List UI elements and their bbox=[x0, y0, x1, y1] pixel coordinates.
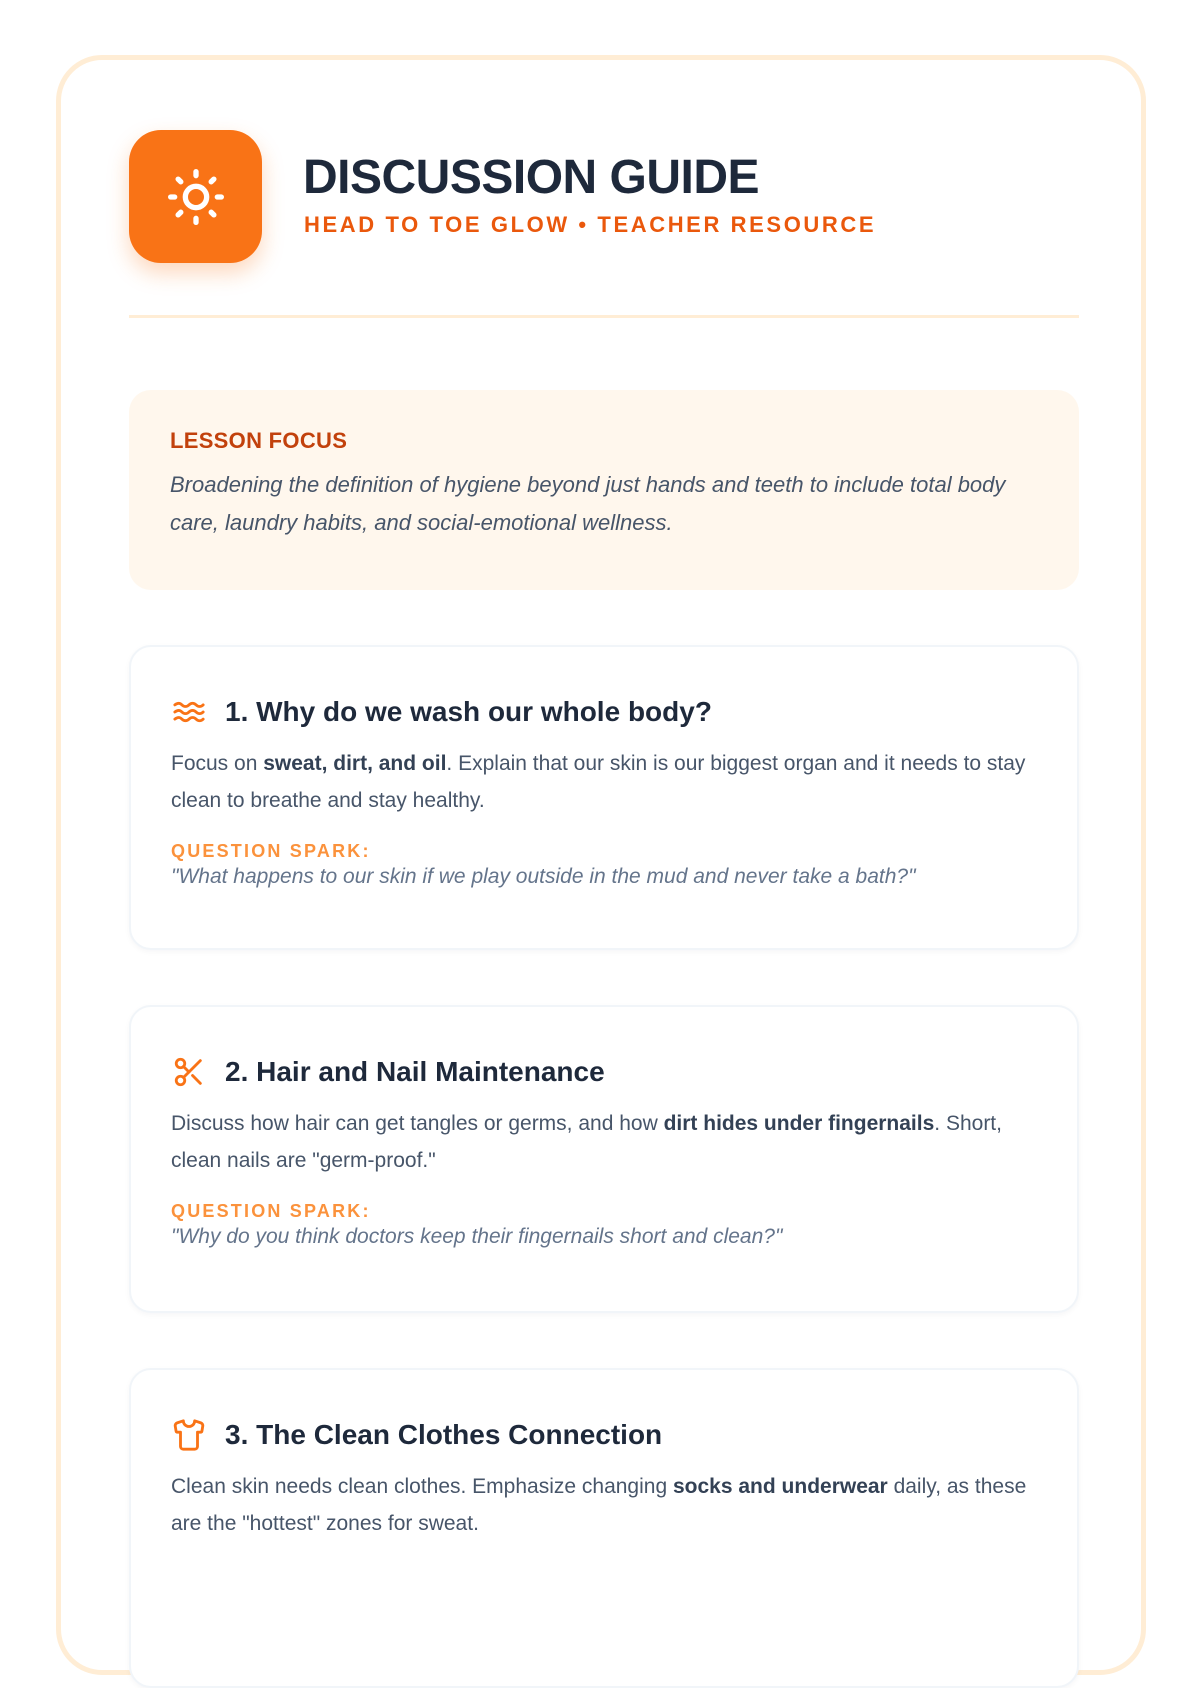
question-spark-text: "What happens to our skin if we play outside in the mud and never take a bath?" bbox=[171, 865, 916, 888]
card-title: 1. Why do we wash our whole body? bbox=[225, 696, 712, 727]
card-body-text: . Explain that our skin is our biggest organ and it needs to stay clean to breathe and stay healthy. bbox=[171, 752, 1026, 812]
header-divider bbox=[129, 315, 1079, 318]
discussion-card-2 bbox=[129, 1005, 1079, 1313]
card-header bbox=[171, 1047, 1037, 1097]
card-body bbox=[171, 745, 1037, 819]
card-header bbox=[171, 1410, 1037, 1460]
scissors-icon bbox=[171, 1054, 207, 1090]
lesson-focus-text: Broadening the definition of hygiene beyond just hands and teeth to include total body care, laundry habits, and social-emotional wellness. bbox=[170, 472, 1006, 535]
logo-badge bbox=[129, 130, 262, 263]
question-spark-label: QUESTION SPARK: bbox=[171, 841, 371, 861]
sun-icon bbox=[164, 165, 228, 229]
page-title: DISCUSSION GUIDE bbox=[303, 151, 760, 204]
header bbox=[129, 130, 1084, 265]
discussion-card-3 bbox=[129, 1368, 1079, 1688]
card-body-text: . Short, clean nails are "germ-proof." bbox=[171, 1112, 1002, 1172]
card-title: 3. The Clean Clothes Connection bbox=[225, 1419, 663, 1450]
question-spark-text: "Why do you think doctors keep their fingernails short and clean?" bbox=[171, 1225, 783, 1248]
card-header bbox=[171, 687, 1037, 737]
shirt-icon bbox=[171, 1417, 207, 1453]
lesson-focus-label: LESSON FOCUS bbox=[170, 428, 348, 453]
card-body-text: Clean skin needs clean clothes. Emphasize changing bbox=[171, 1475, 673, 1498]
waves-icon bbox=[171, 694, 207, 730]
card-body-text: Focus on bbox=[171, 752, 264, 775]
card-body bbox=[171, 1468, 1037, 1542]
card-body-emphasis: sweat, dirt, and oil bbox=[263, 752, 447, 775]
card-body-text: Discuss how hair can get tangles or germs, and how bbox=[171, 1112, 664, 1135]
card-body-emphasis: socks and underwear bbox=[672, 1475, 888, 1498]
lesson-focus-box bbox=[129, 390, 1079, 590]
card-body bbox=[171, 1105, 1037, 1179]
card-title: 2. Hair and Nail Maintenance bbox=[225, 1056, 605, 1087]
page-subtitle: HEAD TO TOE GLOW • TEACHER RESOURCE bbox=[304, 212, 877, 237]
card-body-emphasis: dirt hides under fingernails bbox=[663, 1112, 935, 1135]
question-spark-label: QUESTION SPARK: bbox=[171, 1201, 371, 1221]
discussion-card-1 bbox=[129, 645, 1079, 950]
discussion-guide-page bbox=[56, 55, 1146, 1675]
card-body-text: daily, as these are the "hottest" zones for sweat. bbox=[171, 1475, 1027, 1535]
